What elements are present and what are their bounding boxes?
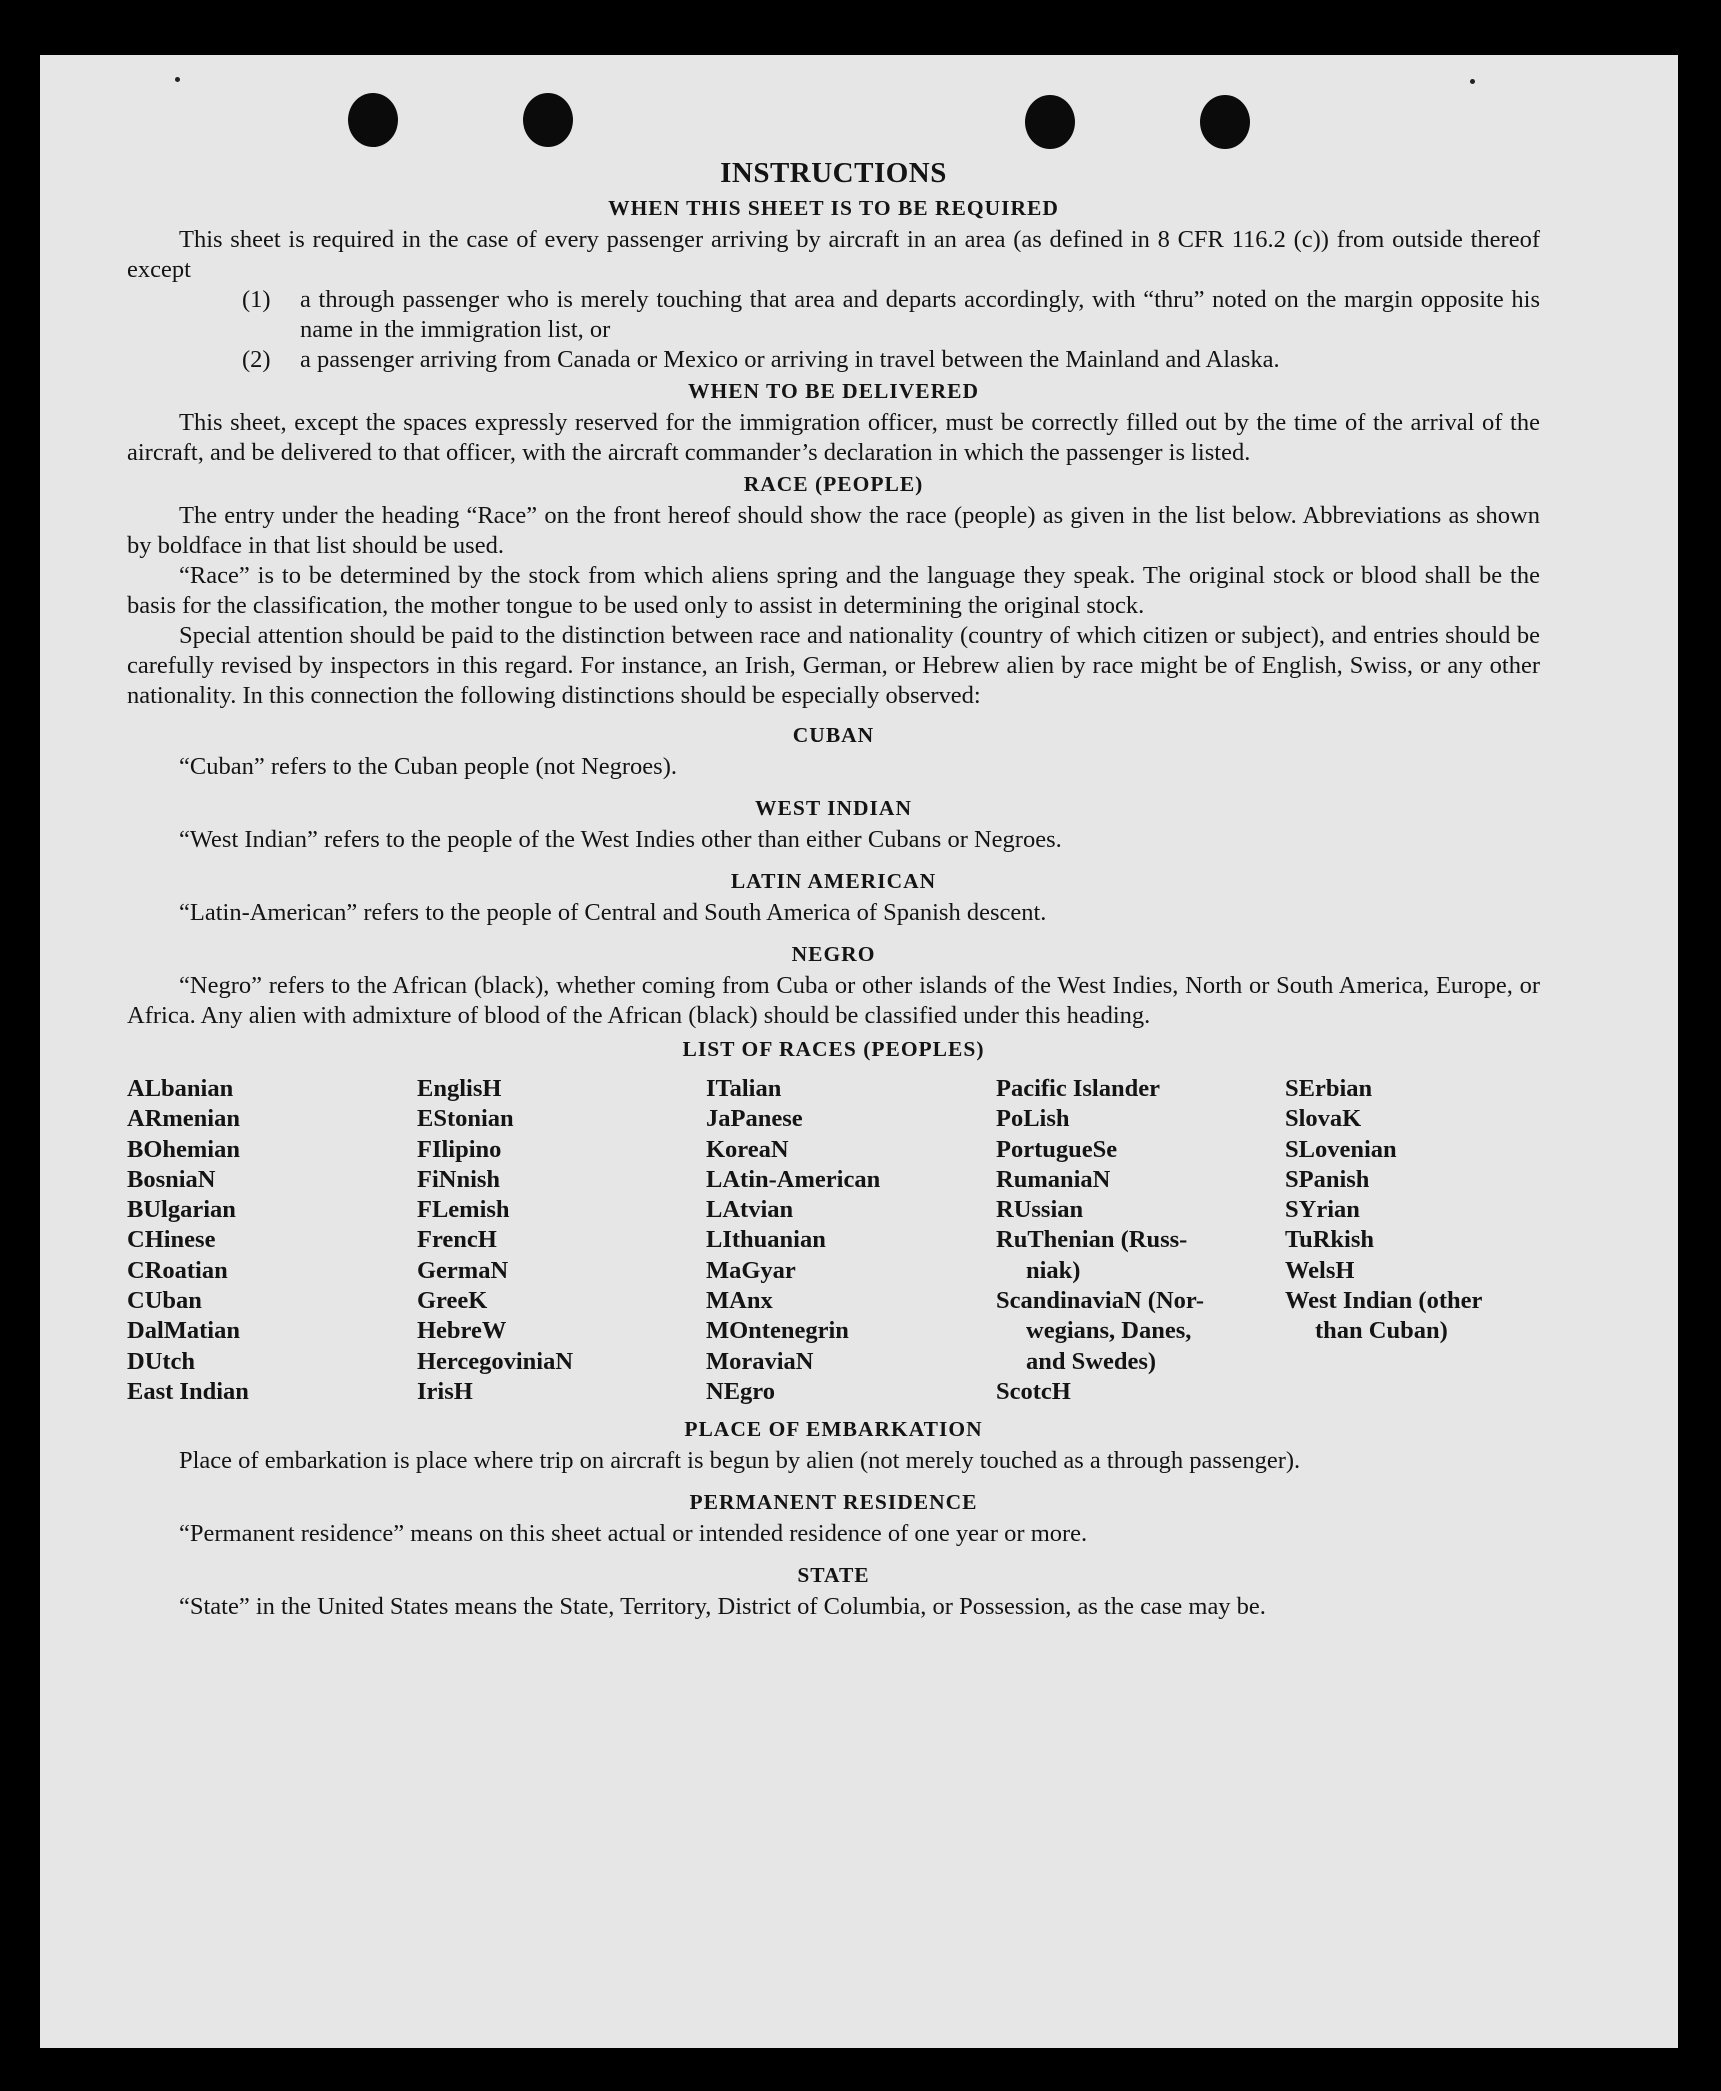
race-entry: BOhemian — [127, 1135, 240, 1163]
race-entry: HebreW — [417, 1317, 507, 1345]
race-entry: SYrian — [1285, 1196, 1360, 1224]
list-item-text: a through passenger who is merely touching that area and departs accordingly, with “thru” noted on the margin opposite his name in the immigration list, or — [300, 286, 1540, 343]
heading-state: STATE — [797, 1563, 870, 1588]
list-item-number: (1) — [242, 286, 271, 313]
document-body — [127, 157, 1540, 1622]
paragraph-residence: “Permanent residence” means on this sheet actual or intended residence of one year or more. — [179, 1520, 1088, 1548]
paragraph-delivered: This sheet, except the spaces expressly reserved for the immigration officer, must be correctly filled out by the time of the arrival of the aircraft, and be delivered to that officer, with the aircraft commander’s declaration in which the passenger is listed. — [127, 409, 1540, 466]
race-entry-continuation: niak) — [1026, 1256, 1081, 1284]
race-entry: EnglisH — [417, 1075, 502, 1102]
race-entry: CHinese — [127, 1226, 216, 1254]
punch-hole — [1200, 95, 1250, 149]
race-entry: LIthuanian — [706, 1226, 826, 1254]
race-entry: DUtch — [127, 1347, 196, 1375]
race-entry: ARmenian — [127, 1105, 240, 1133]
heading-negro: NEGRO — [791, 942, 876, 966]
paragraph-latin-american: “Latin-American” refers to the people of Central and South America of Spanish descent. — [179, 899, 1047, 926]
race-entry: GreeK — [417, 1287, 488, 1315]
race-entry: SLovenian — [1285, 1135, 1397, 1163]
race-entry: CRoatian — [127, 1256, 228, 1284]
paragraph-embarkation: Place of embarkation is place where trip on aircraft is begun by alien (not merely touched as a through passenger). — [179, 1447, 1301, 1475]
race-entry: FLemish — [417, 1196, 510, 1224]
race-entry: FiNnish — [417, 1165, 501, 1193]
paragraph-race: Special attention should be paid to the distinction between race and nationality (country of which citizen or subject), and entries should be carefully revised by inspectors in this regard. For instance, an Irish, German, or Hebrew alien by race might be of English, Swiss, or any other nationality. In this connection the following distinctions should be especially observed: — [127, 622, 1540, 709]
heading-list-of-races: LIST OF RACES (PEOPLES) — [682, 1037, 985, 1061]
race-entry: HercegoviniaN — [417, 1347, 574, 1375]
race-entry: LAtin-American — [706, 1165, 881, 1193]
paragraph-state: “State” in the United States means the State, Territory, District of Columbia, or Possession, as the case may be. — [179, 1593, 1266, 1621]
race-entry: LAtvian — [706, 1196, 794, 1224]
paragraph-west-indian: “West Indian” refers to the people of the West Indies other than either Cubans or Negroes. — [179, 826, 1062, 853]
races-column — [417, 1074, 706, 1407]
paragraph-negro: “Negro” refers to the African (black), whether coming from Cuba or other islands of the West Indies, North or South America, Europe, or Africa. Any alien with admixture of blood of the African (black) should be classified under this heading. — [127, 972, 1540, 1029]
race-entry: BosniaN — [127, 1165, 216, 1193]
heading-cuban: CUBAN — [792, 723, 875, 747]
race-entry: NEgro — [706, 1377, 775, 1405]
races-column — [127, 1074, 417, 1407]
punch-hole — [523, 93, 573, 147]
race-entry: MaGyar — [706, 1256, 796, 1284]
instruction-sheet — [40, 55, 1678, 2048]
race-entry: FrencH — [417, 1226, 497, 1254]
race-entry: TuRkish — [1285, 1226, 1375, 1254]
heading-embarkation: PLACE OF EMBARKATION — [684, 1417, 983, 1442]
race-entry: DalMatian — [127, 1317, 240, 1345]
race-entry: SlovaK — [1285, 1105, 1362, 1133]
races-column — [706, 1074, 996, 1407]
race-entry: SErbian — [1285, 1075, 1373, 1102]
list-item-number: (2) — [242, 346, 271, 373]
list-item — [242, 345, 1540, 375]
paragraph-required-intro: This sheet is required in the case of every passenger arriving by aircraft in an area (as defined in 8 CFR 116.2 (c)) from outside thereof except — [127, 226, 1540, 283]
paragraph-race: The entry under the heading “Race” on the front hereof should show the race (people) as given in the list below. Abbreviations as shown by boldface in that list should be used. — [127, 502, 1540, 559]
punch-hole — [348, 93, 398, 147]
race-entry: ITalian — [706, 1075, 782, 1102]
race-entry: SPanish — [1285, 1165, 1370, 1193]
races-list — [127, 1074, 1540, 1407]
paragraph-cuban: “Cuban” refers to the Cuban people (not Negroes). — [179, 753, 677, 780]
race-entry: East Indian — [127, 1377, 249, 1405]
race-entry: EStonian — [417, 1105, 514, 1133]
speck — [1470, 79, 1475, 84]
race-entry: BUlgarian — [127, 1196, 236, 1224]
race-entry: Pacific Islander — [996, 1075, 1160, 1102]
race-entry-continuation: than Cuban) — [1315, 1317, 1448, 1345]
list-item-text: a passenger arriving from Canada or Mexico or arriving in travel between the Mainland and Alaska. — [300, 346, 1280, 373]
heading-required: WHEN THIS SHEET IS TO BE REQUIRED — [608, 196, 1059, 220]
paragraph-race: “Race” is to be determined by the stock from which aliens spring and the language they speak. The original stock or blood shall be the basis for the classification, the mother tongue to be used only to assist in determining the original stock. — [127, 562, 1540, 619]
race-entry: IrisH — [417, 1377, 473, 1405]
race-entry: WelsH — [1285, 1256, 1355, 1284]
race-entry: PoLish — [996, 1105, 1070, 1133]
heading-residence: PERMANENT RESIDENCE — [689, 1490, 978, 1515]
heading-race: RACE (PEOPLE) — [743, 472, 924, 496]
race-entry: West Indian (other — [1285, 1287, 1483, 1315]
race-entry: KoreaN — [706, 1135, 789, 1163]
punch-hole — [1025, 95, 1075, 149]
race-entry: CUban — [127, 1287, 202, 1315]
race-entry: JaPanese — [706, 1105, 803, 1133]
races-column — [1285, 1074, 1540, 1407]
races-column — [996, 1074, 1285, 1407]
heading-latin-american: LATIN AMERICAN — [730, 869, 937, 893]
race-entry: MAnx — [706, 1287, 773, 1315]
race-entry: RuThenian (Russ- — [996, 1226, 1188, 1254]
race-entry-continuation: wegians, Danes, — [1026, 1317, 1192, 1345]
race-entry: ScotcH — [996, 1377, 1071, 1405]
race-entry: MoraviaN — [706, 1347, 814, 1375]
race-entry: GermaN — [417, 1256, 509, 1284]
speck — [175, 77, 180, 82]
heading-delivered: WHEN TO BE DELIVERED — [687, 379, 980, 403]
heading-west-indian: WEST INDIAN — [755, 796, 912, 820]
race-entry: MOntenegrin — [706, 1317, 849, 1345]
page-title: INSTRUCTIONS — [720, 157, 947, 189]
race-entry: RUssian — [996, 1196, 1084, 1224]
race-entry: PortugueSe — [996, 1135, 1118, 1163]
race-entry-continuation: and Swedes) — [1026, 1347, 1157, 1375]
list-item — [242, 285, 1540, 345]
race-entry: ALbanian — [127, 1075, 234, 1102]
race-entry: FIlipino — [417, 1135, 502, 1163]
race-entry: ScandinaviaN (Nor- — [996, 1287, 1205, 1315]
race-entry: RumaniaN — [996, 1165, 1111, 1193]
